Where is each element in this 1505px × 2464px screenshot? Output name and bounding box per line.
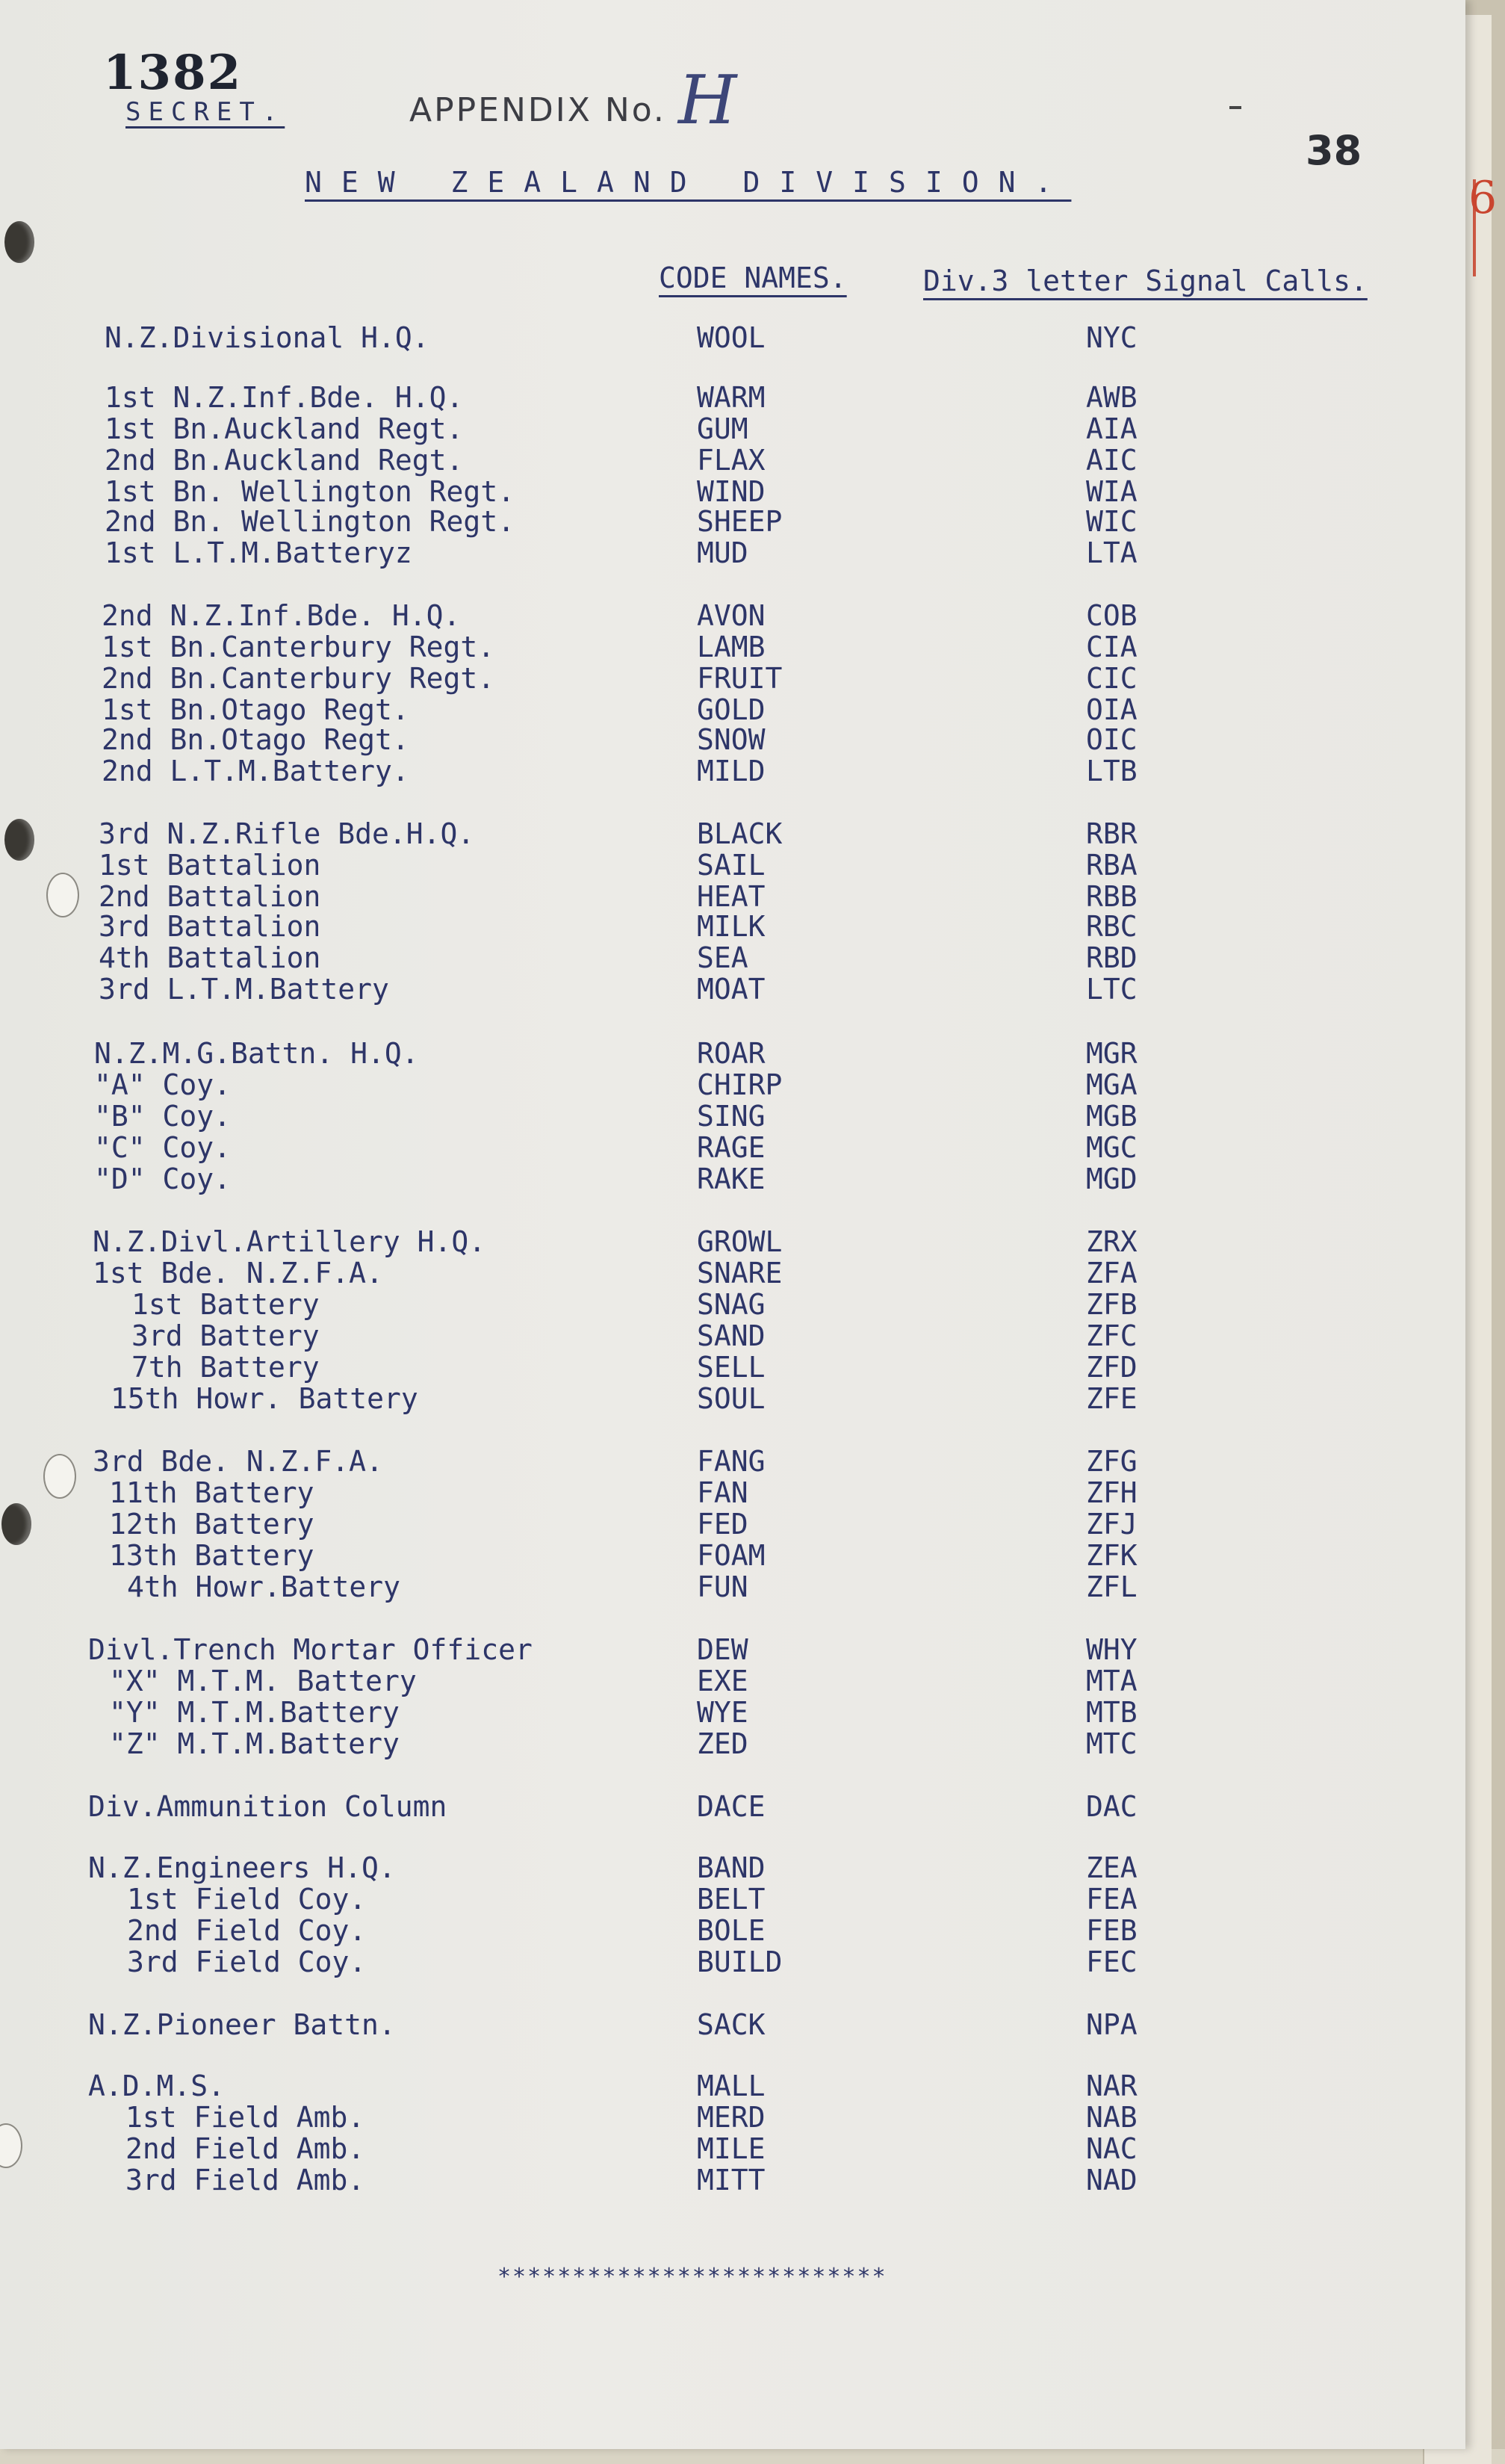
table-row (0, 973, 1465, 1006)
code-name: BELT (697, 1883, 766, 1916)
unit-name: 1st N.Z.Inf.Bde. H.Q. (105, 381, 464, 414)
unit-name: 7th Battery (131, 1351, 320, 1384)
code-name: SACK (697, 2008, 766, 2041)
table-row (0, 1851, 1465, 1884)
table-row (0, 321, 1465, 354)
code-name: RAKE (697, 1163, 766, 1195)
table-row (0, 2008, 1465, 2041)
unit-name: N.Z.M.G.Battn. H.Q. (94, 1037, 419, 1070)
table-row (0, 1445, 1465, 1478)
table-row (0, 1068, 1465, 1101)
unit-name: 15th Howr. Battery (111, 1382, 418, 1415)
unit-name: 2nd Field Amb. (125, 2132, 365, 2165)
table-row (0, 1319, 1465, 1352)
code-name: MERD (697, 2101, 766, 2134)
code-name: SAND (697, 1319, 766, 1352)
unit-name: 4th Howr.Battery (127, 1570, 401, 1603)
code-name: MUD (697, 536, 748, 569)
table-row (0, 880, 1465, 913)
signal-call: WIA (1086, 475, 1138, 508)
unit-name: 2nd Bn.Canterbury Regt. (102, 662, 495, 695)
code-name: FED (697, 1508, 748, 1541)
code-name: DACE (697, 1790, 766, 1823)
unit-name: 13th Battery (109, 1539, 314, 1572)
unit-name: 1st Bn. Wellington Regt. (105, 475, 515, 508)
code-name: ZED (697, 1727, 748, 1760)
unit-name: Div.Ammunition Column (88, 1790, 447, 1823)
unit-name: 1st Battalion (99, 849, 321, 882)
signal-call: ZFA (1086, 1257, 1138, 1290)
signal-call: ZFG (1086, 1445, 1138, 1478)
signal-call: MTA (1086, 1665, 1138, 1697)
appendix-letter: H (678, 61, 737, 140)
table-row (0, 849, 1465, 882)
signal-call: NPA (1086, 2008, 1138, 2041)
table-row (0, 1131, 1465, 1164)
signal-call: MGD (1086, 1163, 1138, 1195)
unit-name: 4th Battalion (99, 941, 321, 974)
stamp-number: 1382 (103, 45, 243, 101)
table-row (0, 1914, 1465, 1947)
unit-name: N.Z.Pioneer Battn. (88, 2008, 396, 2041)
code-name: BUILD (697, 1945, 783, 1978)
table-row (0, 662, 1465, 695)
unit-name: 2nd Field Coy. (127, 1914, 367, 1947)
code-name: WOOL (697, 321, 766, 354)
table-row (0, 1508, 1465, 1541)
signal-call: FEB (1086, 1914, 1138, 1947)
table-row (0, 1539, 1465, 1572)
unit-name: "B" Coy. (94, 1100, 232, 1133)
unit-name: 2nd Bn.Otago Regt. (102, 723, 409, 756)
unit-name: 1st Field Coy. (127, 1883, 367, 1916)
code-name: FUN (697, 1570, 748, 1603)
unit-name: 1st Bn.Otago Regt. (102, 693, 409, 726)
unit-name: N.Z.Divisional H.Q. (105, 321, 429, 354)
code-name: DEW (697, 1633, 748, 1666)
table-row (0, 1665, 1465, 1697)
table-row (0, 1225, 1465, 1258)
table-row (0, 2164, 1465, 2197)
table-row (0, 1633, 1465, 1666)
punch-hole (4, 221, 34, 263)
signal-call: MGR (1086, 1037, 1138, 1070)
table-row (0, 755, 1465, 787)
table-row (0, 1351, 1465, 1384)
unit-name: N.Z.Divl.Artillery H.Q. (93, 1225, 486, 1258)
code-name: AVON (697, 599, 766, 632)
signal-call: WIC (1086, 505, 1138, 538)
table-row (0, 2070, 1465, 2102)
table-row (0, 1945, 1465, 1978)
signal-call: ZEA (1086, 1851, 1138, 1884)
unit-name: "A" Coy. (94, 1068, 232, 1101)
unit-name: A.D.M.S. (88, 2070, 226, 2102)
signal-call: AWB (1086, 381, 1138, 414)
code-name: GOLD (697, 693, 766, 726)
signal-call: NYC (1086, 321, 1138, 354)
signal-call: ZFK (1086, 1539, 1138, 1572)
signal-call: ZFH (1086, 1476, 1138, 1509)
unit-name: 1st Bn.Canterbury Regt. (102, 631, 495, 663)
table-row (0, 1288, 1465, 1321)
signal-call: ZFB (1086, 1288, 1138, 1321)
signal-call: ZFJ (1086, 1508, 1138, 1541)
unit-name: "D" Coy. (94, 1163, 232, 1195)
table-row (0, 1163, 1465, 1195)
table-row (0, 599, 1465, 632)
code-name: RAGE (697, 1131, 766, 1164)
red-pencil-mark: 6 (1468, 172, 1498, 224)
signal-call: NAB (1086, 2101, 1138, 2134)
unit-name: 3rd Field Coy. (127, 1945, 367, 1978)
signal-call: MTC (1086, 1727, 1138, 1760)
secret-marking: SECRET. (125, 97, 285, 127)
unit-name: Divl.Trench Mortar Officer (88, 1633, 533, 1666)
signal-call: RBD (1086, 941, 1138, 974)
signal-call: ZFL (1086, 1570, 1138, 1603)
unit-name: 1st Field Amb. (125, 2101, 365, 2134)
signal-call: ZRX (1086, 1225, 1138, 1258)
code-name: MILE (697, 2132, 766, 2165)
unit-name: 2nd L.T.M.Battery. (102, 755, 409, 787)
code-name: MILD (697, 755, 766, 787)
table-row (0, 941, 1465, 974)
signal-call: ZFD (1086, 1351, 1138, 1384)
table-row (0, 723, 1465, 756)
code-name: GUM (697, 412, 748, 445)
table-row (0, 381, 1465, 414)
appendix-label: APPENDIX No. (409, 91, 666, 129)
code-name: SOUL (697, 1382, 766, 1415)
unit-name: 11th Battery (109, 1476, 314, 1509)
signal-call: MGB (1086, 1100, 1138, 1133)
code-name: FLAX (697, 444, 766, 477)
code-name: SELL (697, 1351, 766, 1384)
code-name: GROWL (697, 1225, 783, 1258)
signal-call: LTB (1086, 755, 1138, 787)
table-row (0, 475, 1465, 508)
table-row (0, 412, 1465, 445)
document-title: NEW ZEALAND DIVISION. (305, 166, 1072, 199)
table-row (0, 505, 1465, 538)
code-name: CHIRP (697, 1068, 783, 1101)
code-name: BOLE (697, 1914, 766, 1947)
dash-mark (1229, 106, 1241, 109)
table-row (0, 1382, 1465, 1415)
table-row (0, 817, 1465, 850)
unit-name: 1st L.T.M.Batteryz (105, 536, 412, 569)
unit-name: 2nd Battalion (99, 880, 321, 913)
page-number: 38 (1306, 127, 1362, 174)
code-name: BLACK (697, 817, 783, 850)
unit-name: "X" M.T.M. Battery (109, 1665, 417, 1697)
code-name: SNOW (697, 723, 766, 756)
code-name: MALL (697, 2070, 766, 2102)
signal-call: NAD (1086, 2164, 1138, 2197)
signal-call: CIC (1086, 662, 1138, 695)
table-row (0, 910, 1465, 943)
signal-call: ZFE (1086, 1382, 1138, 1415)
code-name: FOAM (697, 1539, 766, 1572)
signal-call: NAR (1086, 2070, 1138, 2102)
signal-call: RBA (1086, 849, 1138, 882)
code-name: SHEEP (697, 505, 783, 538)
unit-name: "Z" M.T.M.Battery (109, 1727, 400, 1760)
table-row (0, 2101, 1465, 2134)
table-row (0, 1257, 1465, 1290)
table-row (0, 1100, 1465, 1133)
code-name: SEA (697, 941, 748, 974)
code-name: HEAT (697, 880, 766, 913)
unit-name: 1st Bn.Auckland Regt. (105, 412, 464, 445)
signal-call: OIC (1086, 723, 1138, 756)
signal-call: LTA (1086, 536, 1138, 569)
unit-name: 3rd N.Z.Rifle Bde.H.Q. (99, 817, 475, 850)
table-row (0, 693, 1465, 726)
code-name: FANG (697, 1445, 766, 1478)
signal-call: ZFC (1086, 1319, 1138, 1352)
code-name: LAMB (697, 631, 766, 663)
unit-name: 1st Bde. N.Z.F.A. (93, 1257, 383, 1290)
signal-call: MGC (1086, 1131, 1138, 1164)
unit-name: 1st Battery (131, 1288, 320, 1321)
code-name: BAND (697, 1851, 766, 1884)
unit-name: 3rd Bde. N.Z.F.A. (93, 1445, 383, 1478)
table-row (0, 444, 1465, 477)
signal-call: FEA (1086, 1883, 1138, 1916)
unit-name: 2nd Bn. Wellington Regt. (105, 505, 515, 538)
table-row (0, 2132, 1465, 2165)
unit-name: 3rd Field Amb. (125, 2164, 365, 2197)
table-row (0, 1790, 1465, 1823)
signal-call: AIC (1086, 444, 1138, 477)
signal-call: MTB (1086, 1696, 1138, 1729)
code-name: WIND (697, 475, 766, 508)
table-row (0, 1883, 1465, 1916)
table-row (0, 1570, 1465, 1603)
unit-name: 12th Battery (109, 1508, 314, 1541)
signal-call: OIA (1086, 693, 1138, 726)
code-name: SNAG (697, 1288, 766, 1321)
signal-call: MGA (1086, 1068, 1138, 1101)
signal-call: WHY (1086, 1633, 1138, 1666)
code-name: SING (697, 1100, 766, 1133)
code-name: MOAT (697, 973, 766, 1006)
table-row (0, 536, 1465, 569)
code-name: SAIL (697, 849, 766, 882)
code-name: WYE (697, 1696, 748, 1729)
signal-call: AIA (1086, 412, 1138, 445)
code-names-header: CODE NAMES. (659, 261, 847, 294)
table-row (0, 631, 1465, 663)
unit-name: 2nd Bn.Auckland Regt. (105, 444, 464, 477)
code-name: SNARE (697, 1257, 783, 1290)
table-row (0, 1476, 1465, 1509)
signal-call: CIA (1086, 631, 1138, 663)
code-name: MITT (697, 2164, 766, 2197)
table-row (0, 1037, 1465, 1070)
signal-call: RBB (1086, 880, 1138, 913)
unit-name: 3rd L.T.M.Battery (99, 973, 389, 1006)
table-row (0, 1727, 1465, 1760)
code-name: FAN (697, 1476, 748, 1509)
unit-name: 3rd Battery (131, 1319, 320, 1352)
signal-call: RBC (1086, 910, 1138, 943)
footer-stars: ************************** (497, 2264, 887, 2290)
signal-call: COB (1086, 599, 1138, 632)
signal-call: NAC (1086, 2132, 1138, 2165)
code-name: EXE (697, 1665, 748, 1697)
signal-call: FEC (1086, 1945, 1138, 1978)
signal-call: DAC (1086, 1790, 1138, 1823)
unit-name: "C" Coy. (94, 1131, 232, 1164)
unit-name: 2nd N.Z.Inf.Bde. H.Q. (102, 599, 461, 632)
signal-call: LTC (1086, 973, 1138, 1006)
code-name: FRUIT (697, 662, 783, 695)
unit-name: N.Z.Engineers H.Q. (88, 1851, 396, 1884)
unit-name: "Y" M.T.M.Battery (109, 1696, 400, 1729)
code-name: WARM (697, 381, 766, 414)
code-name: ROAR (697, 1037, 766, 1070)
code-name: MILK (697, 910, 766, 943)
table-row (0, 1696, 1465, 1729)
signal-calls-header: Div.3 letter Signal Calls. (923, 264, 1368, 297)
signal-call: RBR (1086, 817, 1138, 850)
unit-name: 3rd Battalion (99, 910, 321, 943)
